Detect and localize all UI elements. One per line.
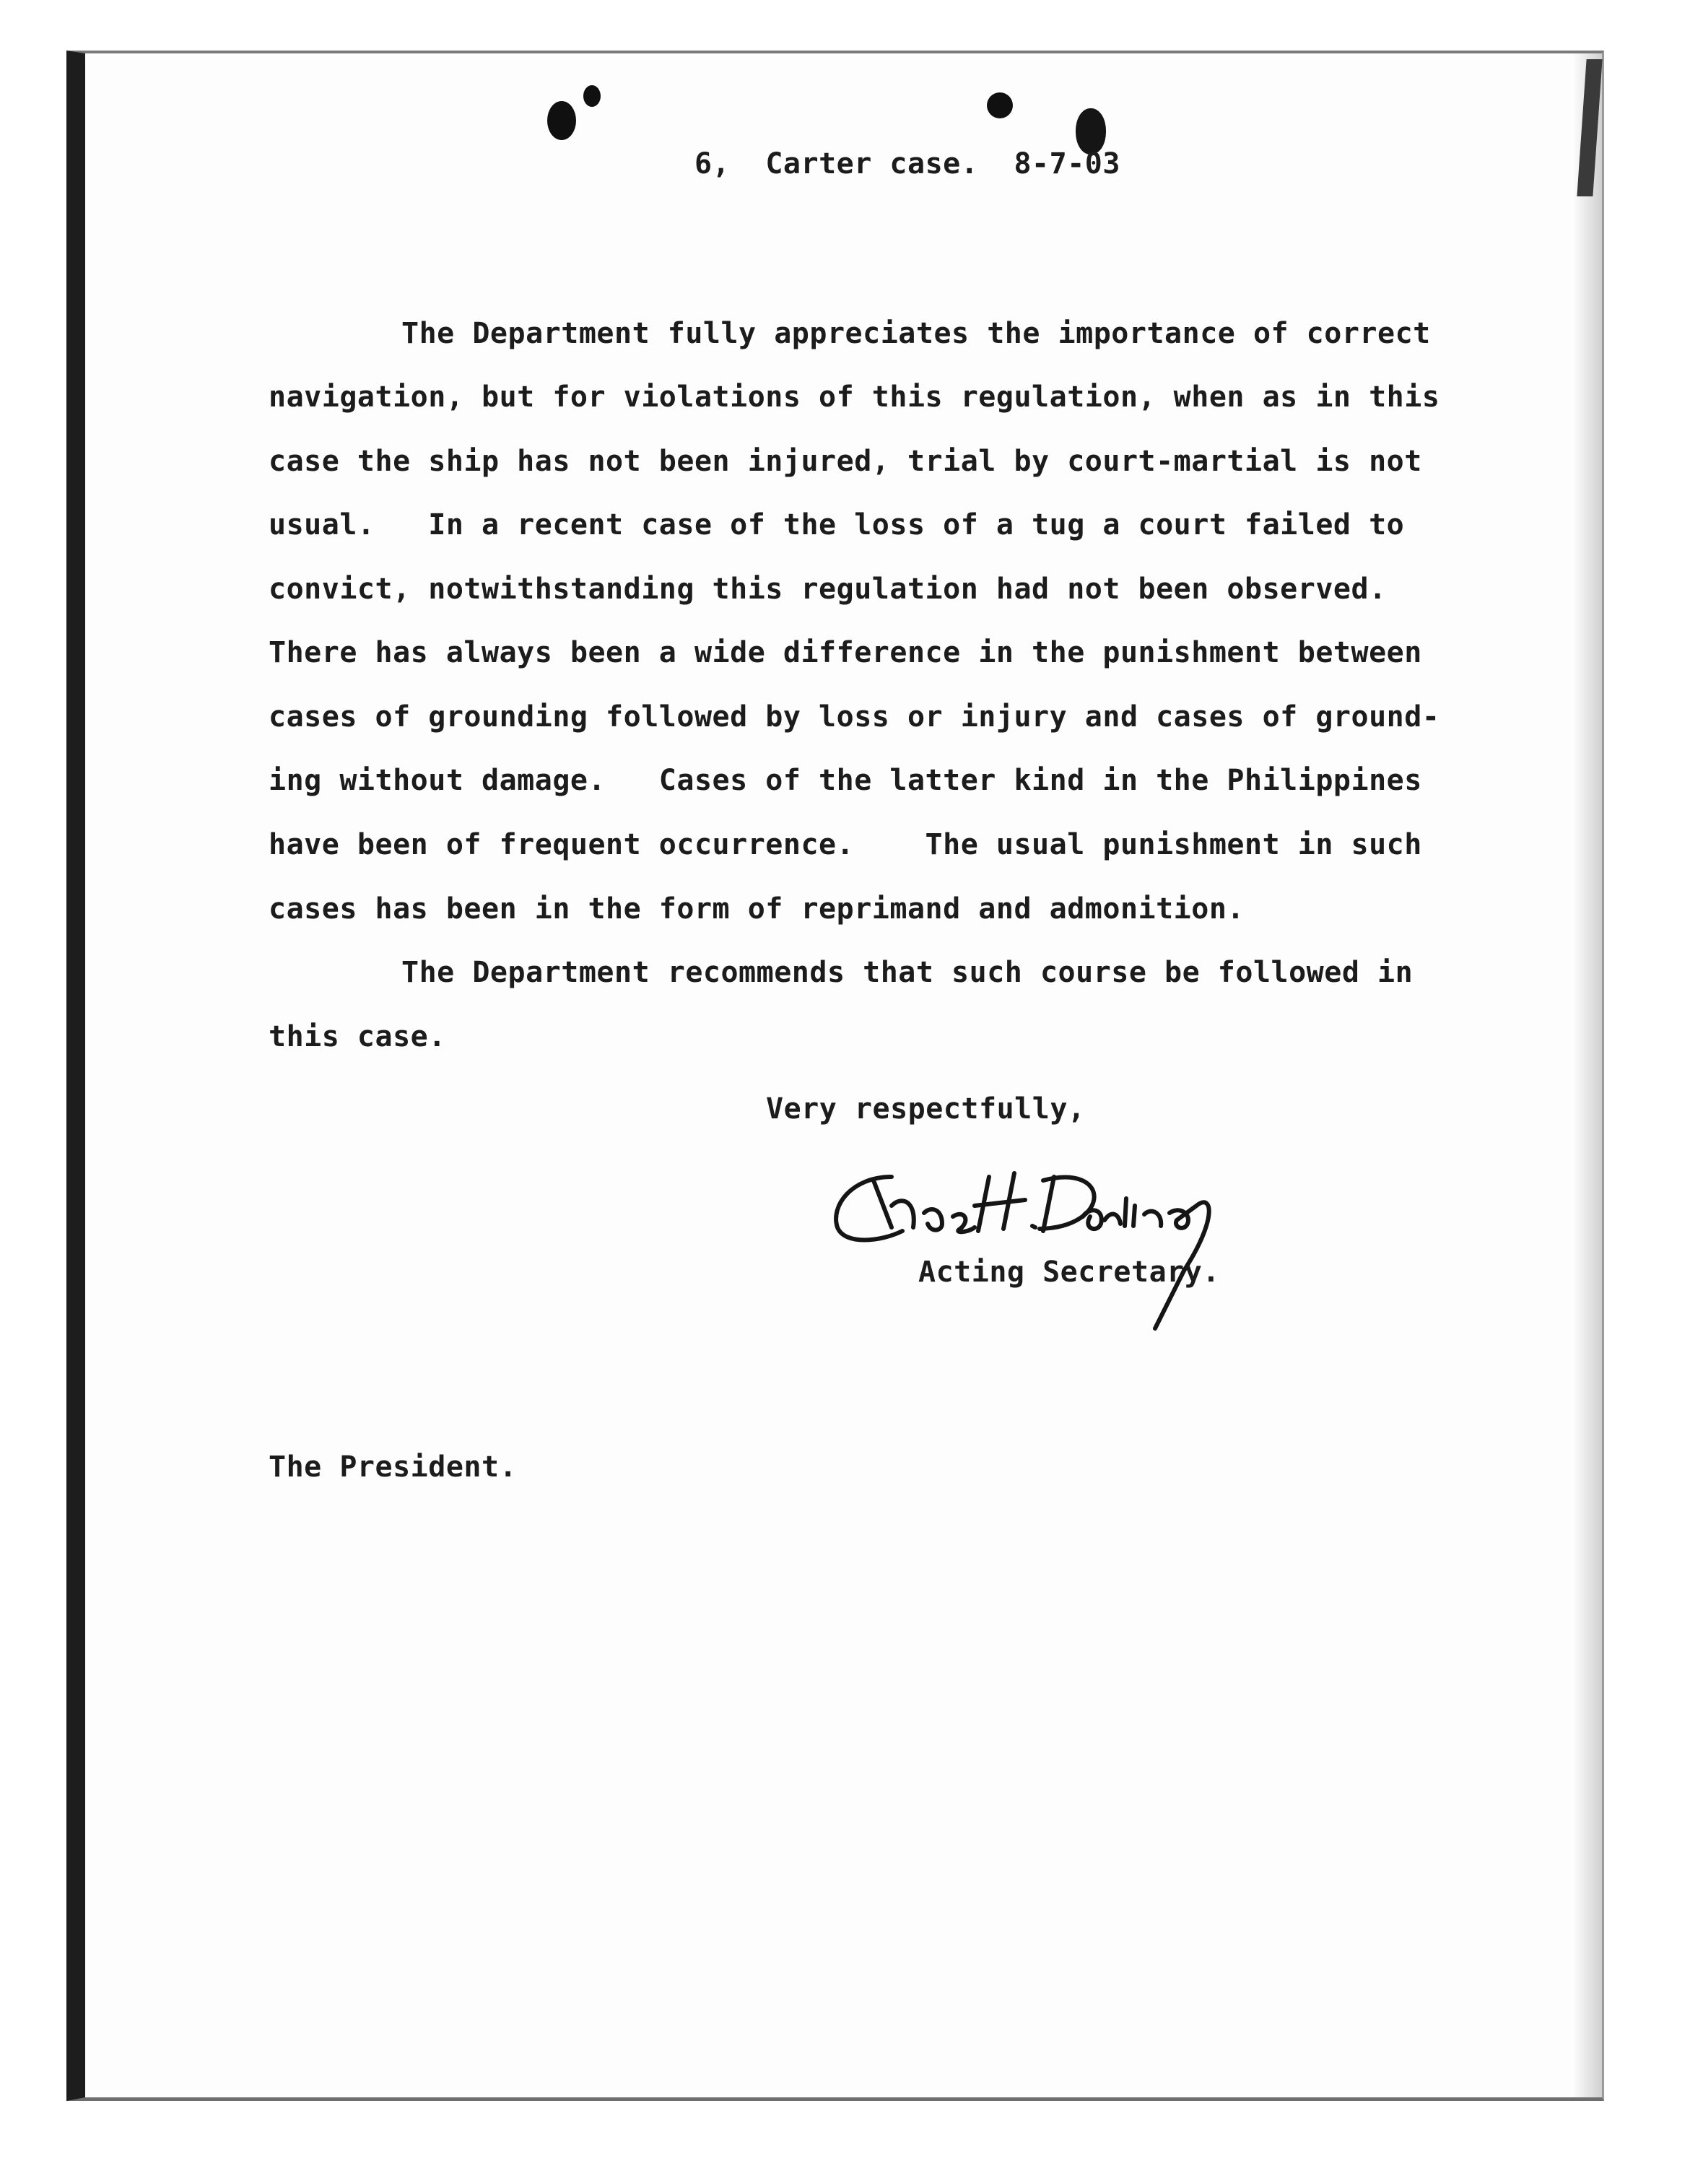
signatory-title: Acting Secretary. [918,1256,1220,1289]
body-line: The Department fully appreciates the importance of correct [401,317,1431,350]
addressee: The President. [269,1450,518,1484]
body-line: The Department recommends that such course be followed in [401,956,1414,989]
page-edge-shadow [1573,53,1602,2097]
body-line: convict, notwithstanding this regulation had not been observed. [269,573,1387,606]
body-line: case the ship has not been injured, trial by court-martial is not [269,445,1422,478]
punch-hole [987,92,1013,118]
handwritten-signature [823,1148,1299,1343]
body-line: navigation, but for violations of this regulation, when as in this [269,380,1440,414]
body-line: cases of grounding followed by loss or injury and cases of ground- [269,700,1440,734]
punch-hole [583,85,601,107]
punch-hole [547,101,576,140]
body-line: ing without damage. Cases of the latter kind in the Philippines [269,764,1422,797]
document-page [66,51,1604,2101]
page-header: 6, Carter case. 8-7-03 [694,147,1120,180]
closing-salutation: Very respectfully, [766,1092,1086,1126]
body-line: cases has been in the form of reprimand and admonition. [269,892,1245,926]
body-line: have been of frequent occurrence. The usual punishment in such [269,828,1422,861]
body-line: this case. [269,1020,446,1053]
body-line: usual. In a recent case of the loss of a tug a court failed to [269,508,1405,541]
body-line: There has always been a wide difference in the punishment between [269,636,1422,669]
